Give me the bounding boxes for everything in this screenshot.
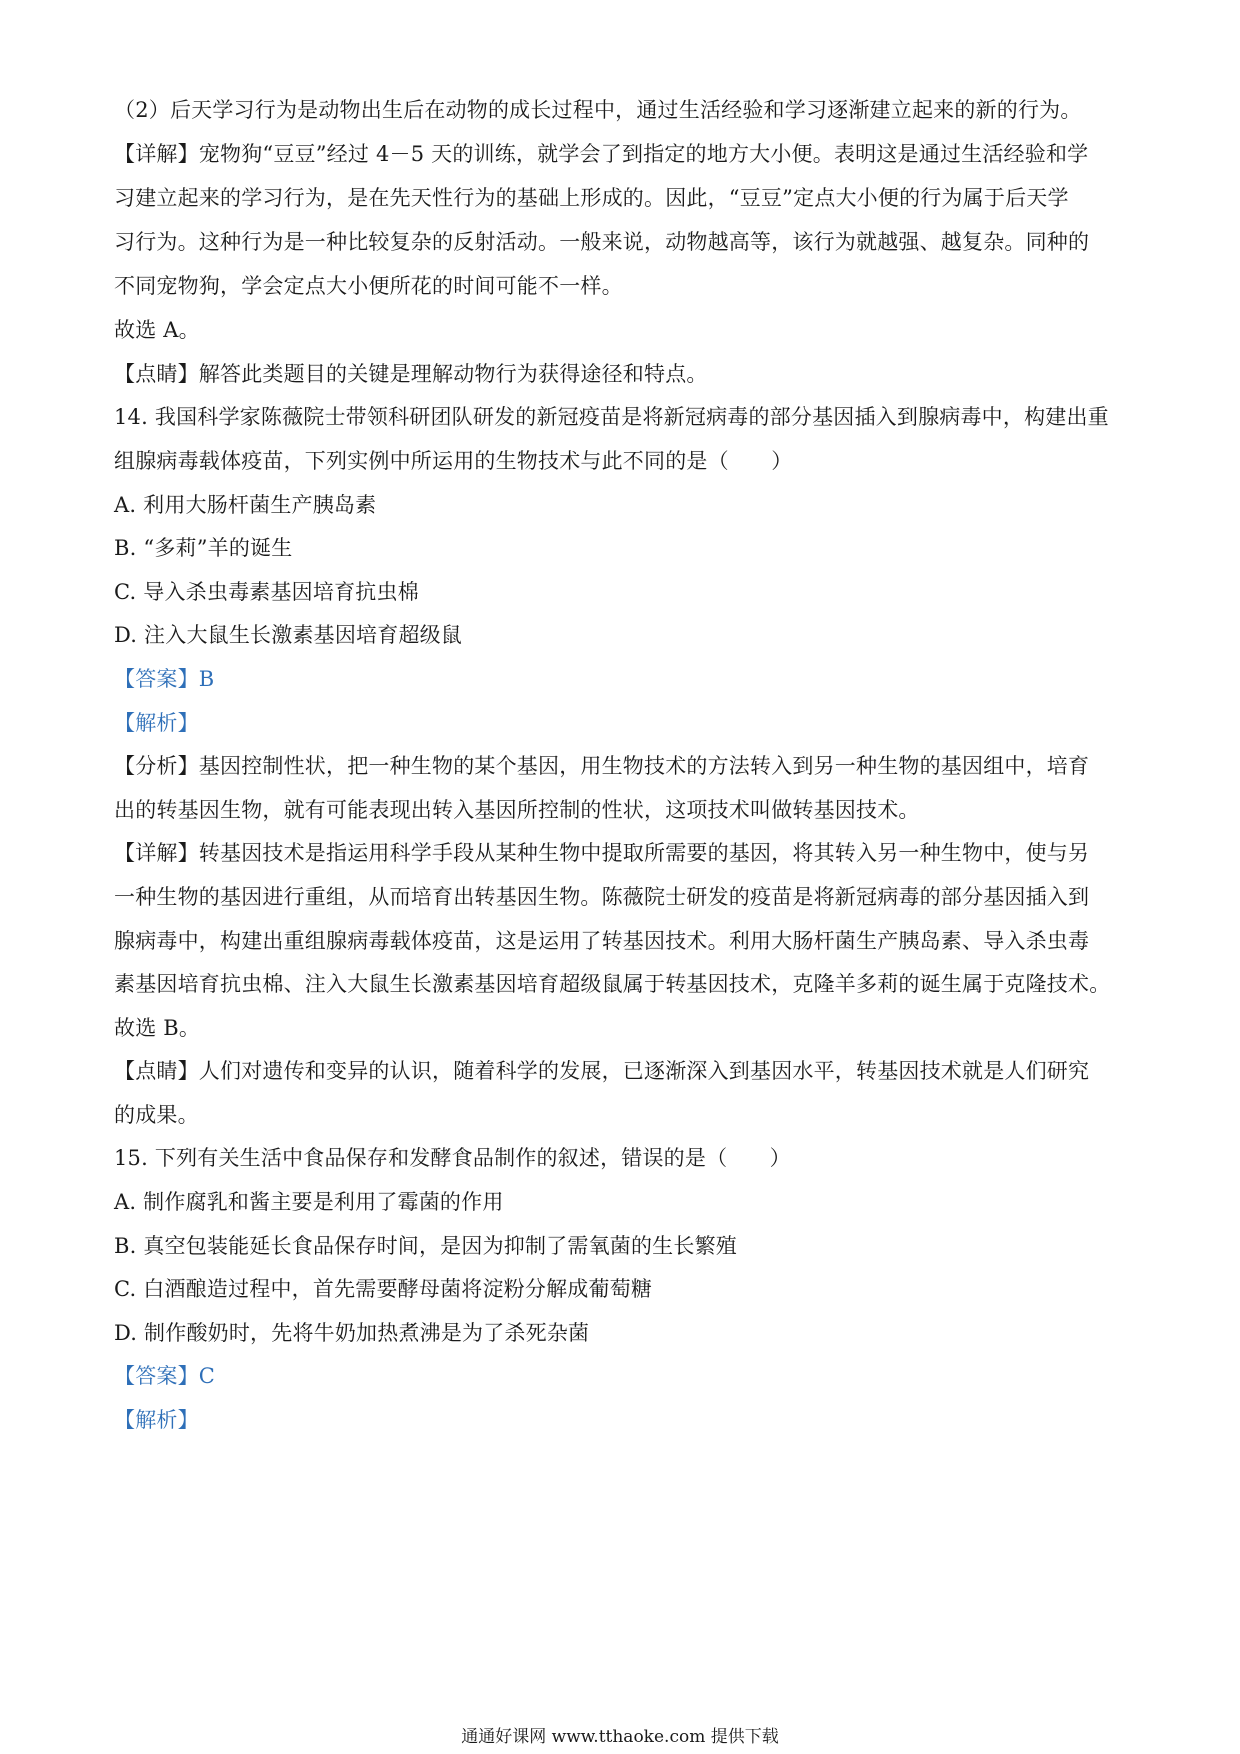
option-c: C. 导入杀虫毒素基因培育抗虫棉 (114, 580, 419, 604)
analysis-label: 【解析】 (114, 1408, 199, 1432)
text-line: （2）后天学习行为是动物出生后在动物的成长过程中，通过生活经验和学习逐渐建立起来的新的行为。 (114, 98, 1082, 122)
option-a: A. 利用大肠杆菌生产胰岛素 (114, 493, 377, 517)
text-line: 【点睛】人们对遗传和变异的认识，随着科学的发展，已逐渐深入到基因水平，转基因技术就是人们研究 (114, 1059, 1090, 1083)
text-line: 素基因培育抗虫棉、注入大鼠生长激素基因培育超级鼠属于转基因技术，克隆羊多莉的诞生属于克隆技术。 (114, 972, 1111, 996)
text-line: 一种生物的基因进行重组，从而培育出转基因生物。陈薇院士研发的疫苗是将新冠病毒的部分基因插入到 (114, 885, 1090, 909)
question-15-stem: 15. 下列有关生活中食品保存和发酵食品制作的叙述，错误的是（ ） (114, 1146, 791, 1170)
text-line: 【详解】转基因技术是指运用科学手段从某种生物中提取所需要的基因，将其转入另一种生物中，使与另 (114, 841, 1090, 865)
option-d: D. 制作酸奶时，先将牛奶加热煮沸是为了杀死杂菌 (114, 1321, 590, 1345)
option-b: B. “多莉”羊的诞生 (114, 536, 293, 560)
answer-label: 【答案】B (114, 667, 215, 691)
text-line: 【点睛】解答此类题目的关键是理解动物行为获得途径和特点。 (114, 362, 708, 386)
text-line: 【分析】基因控制性状，把一种生物的某个基因，用生物技术的方法转入到另一种生物的基因组中，培育 (114, 754, 1090, 778)
option-d: D. 注入大鼠生长激素基因培育超级鼠 (114, 623, 463, 647)
question-14-stem: 组腺病毒载体疫苗，下列实例中所运用的生物技术与此不同的是（ ） (114, 449, 793, 473)
text-line: 故选 A。 (114, 318, 200, 342)
page-footer: 通通好课网 www.tthaoke.com 提供下载 (461, 1727, 779, 1747)
text-line: 故选 B。 (114, 1016, 201, 1040)
analysis-label: 【解析】 (114, 711, 199, 735)
text-line: 的成果。 (114, 1103, 199, 1127)
text-line: 【详解】宠物狗“豆豆”经过 4－5 天的训练，就学会了到指定的地方大小便。表明这是通过生活经验和学 (114, 142, 1089, 166)
text-line: 习行为。这种行为是一种比较复杂的反射活动。一般来说，动物越高等，该行为就越强、越复杂。同种的 (114, 230, 1090, 254)
answer-label: 【答案】C (114, 1364, 216, 1388)
option-c: C. 白酒酿造过程中，首先需要酵母菌将淀粉分解成葡萄糖 (114, 1277, 653, 1301)
option-b: B. 真空包装能延长食品保存时间，是因为抑制了需氧菌的生长繁殖 (114, 1234, 737, 1258)
text-line: 出的转基因生物，就有可能表现出转入基因所控制的性状，这项技术叫做转基因技术。 (114, 798, 920, 822)
text-line: 腺病毒中，构建出重组腺病毒载体疫苗，这是运用了转基因技术。利用大肠杆菌生产胰岛素、导入杀虫毒 (114, 929, 1090, 953)
text-line: 习建立起来的学习行为，是在先天性行为的基础上形成的。因此，“豆豆”定点大小便的行为属于后天学 (114, 186, 1069, 210)
option-a: A. 制作腐乳和酱主要是利用了霉菌的作用 (114, 1190, 504, 1214)
question-14-stem: 14. 我国科学家陈薇院士带领科研团队研发的新冠疫苗是将新冠病毒的部分基因插入到腺病毒中，构建出重 (114, 405, 1109, 429)
text-line: 不同宠物狗，学会定点大小便所花的时间可能不一样。 (114, 274, 623, 298)
